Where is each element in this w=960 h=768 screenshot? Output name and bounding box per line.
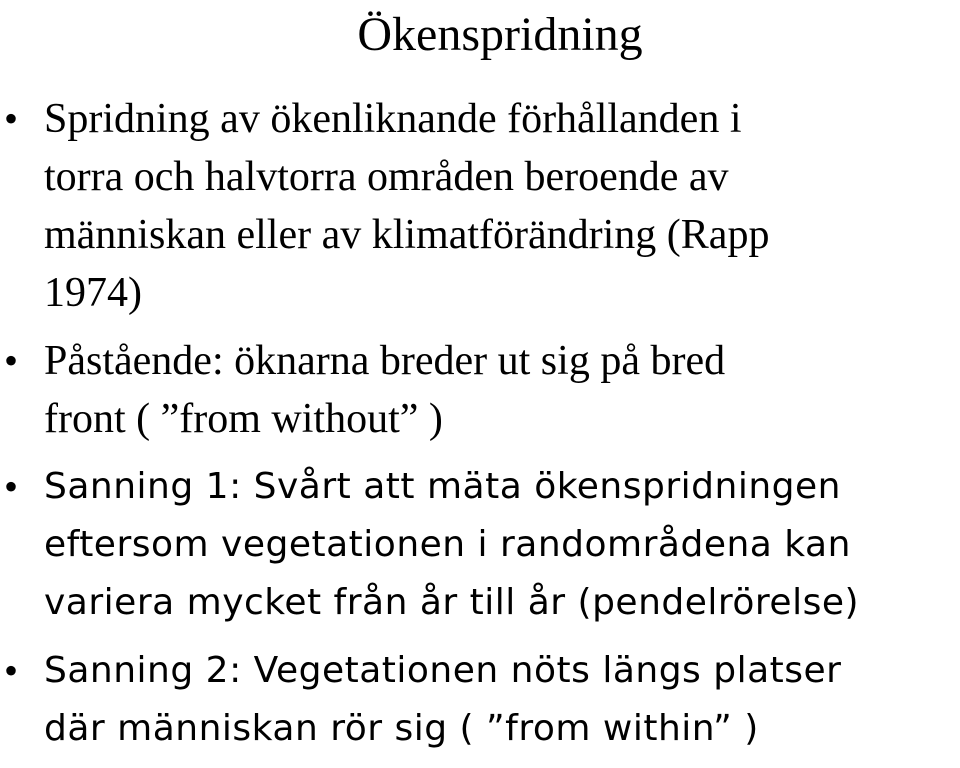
bullet-item-4 — [0, 642, 960, 758]
bullet-4-line-1: Sanning 2: Vegetationen nöts längs platser — [44, 650, 842, 691]
bullet-item-1 — [0, 90, 960, 322]
bullet-1-line-2: torra och halvtorra områden beroende av — [44, 154, 729, 200]
bullet-item-3 — [0, 458, 960, 632]
bullet-2-line-1: Påstående: öknarna breder ut sig på bred — [44, 338, 726, 384]
bullet-marker: • — [4, 338, 19, 383]
bullet-3-line-2: eftersom vegetationen i randområdena kan — [44, 524, 851, 565]
bullet-1-line-1: Spridning av ökenliknande förhållanden i — [44, 96, 742, 142]
bullet-item-2 — [0, 332, 960, 448]
slide-title: Ökenspridning — [357, 8, 643, 61]
bullet-marker: • — [4, 96, 19, 141]
bullet-list — [0, 90, 960, 768]
bullet-marker: • — [4, 648, 19, 693]
bullet-1-line-4: 1974) — [44, 270, 142, 316]
bullet-1-line-3: människan eller av klimatförändring (Rapp — [44, 212, 770, 258]
bullet-2-line-2: front ( ”from without” ) — [44, 396, 443, 442]
bullet-3-line-3: variera mycket från år till år (pendelrörelse) — [44, 582, 860, 623]
bullet-3-line-1: Sanning 1: Svårt att mäta ökenspridningen — [44, 466, 841, 507]
bullet-marker: • — [4, 464, 19, 509]
bullet-4-line-2: där människan rör sig ( ”from within” ) — [44, 708, 759, 749]
